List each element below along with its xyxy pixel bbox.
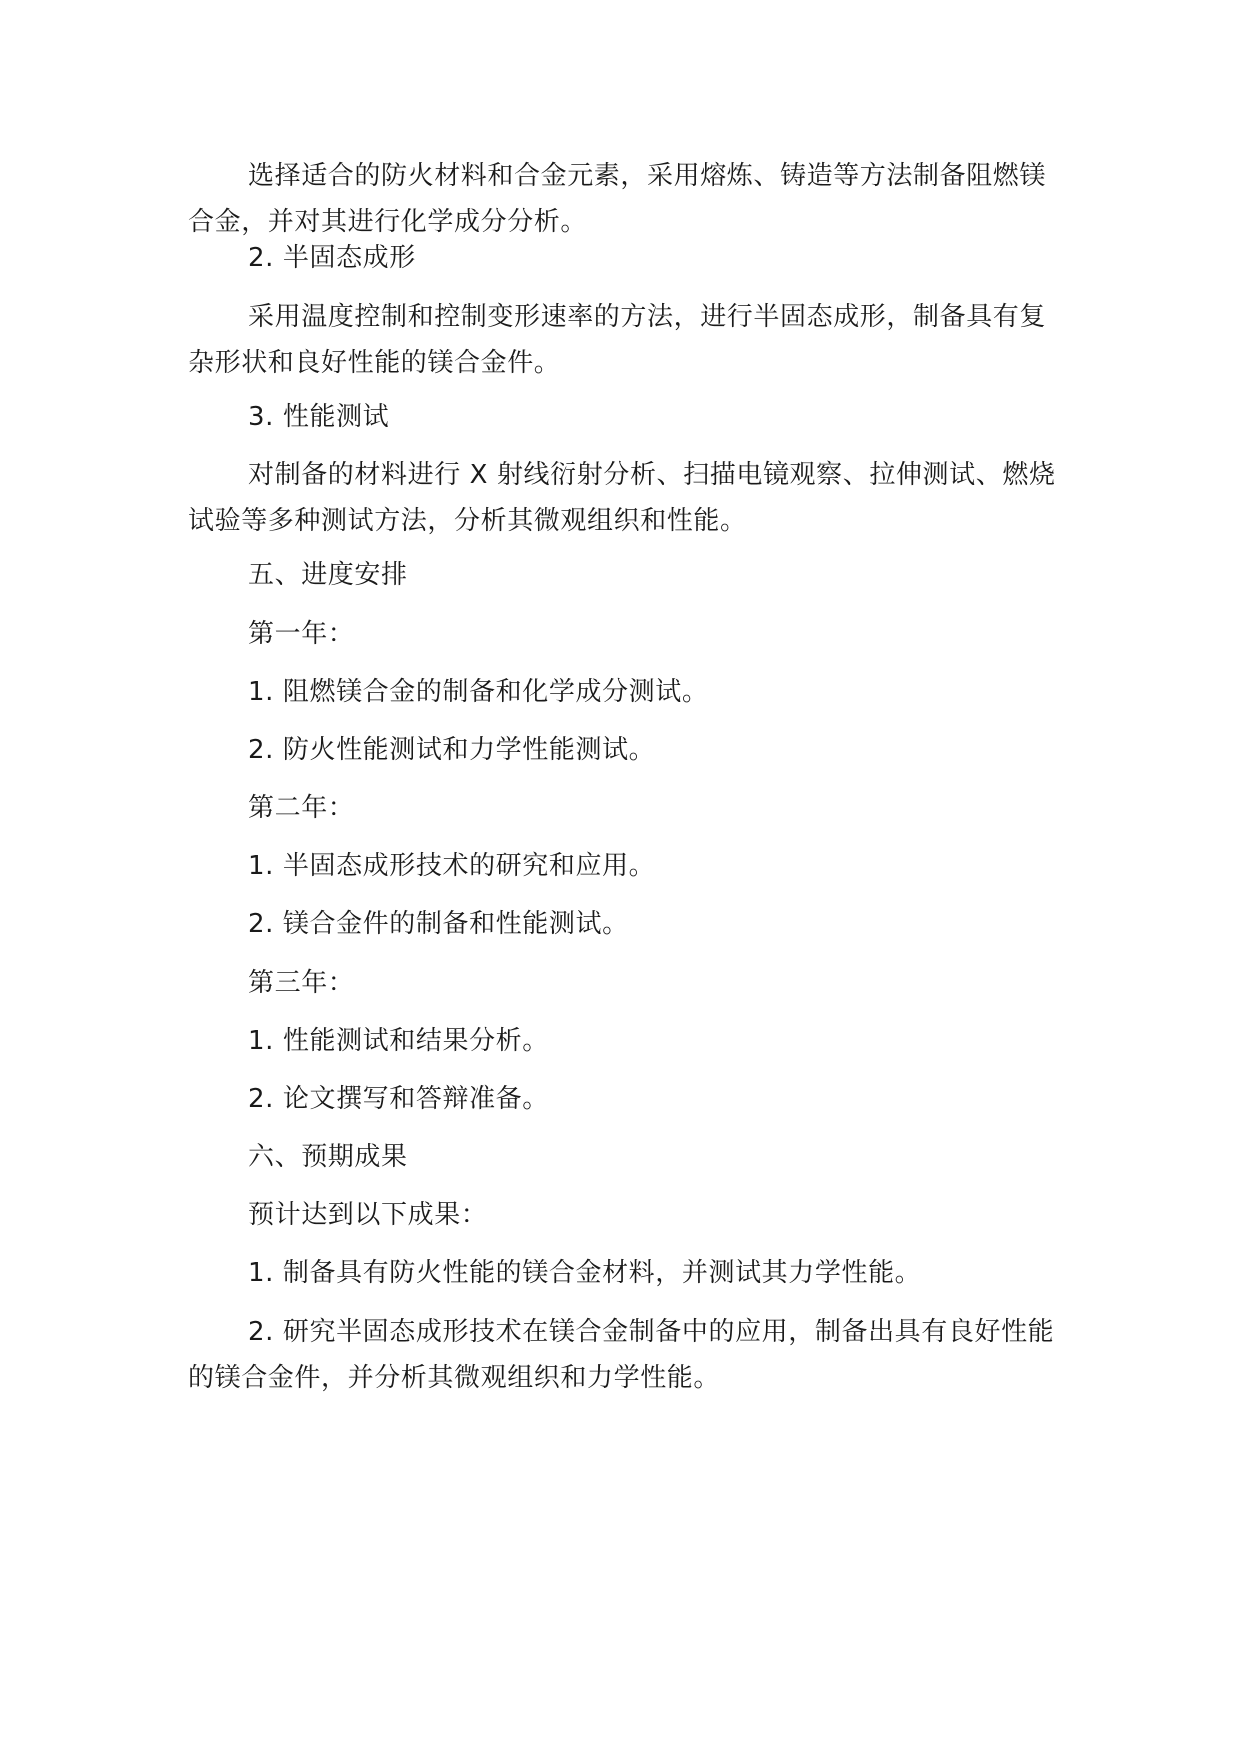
heading-performance-testing: 3. 性能测试 (248, 402, 390, 432)
list-item-year-one-1: 1. 阻燃镁合金的制备和化学成分测试。 (248, 677, 709, 707)
list-item-year-two-1: 1. 半固态成形技术的研究和应用。 (248, 851, 656, 881)
list-item-year-one-2: 2. 防火性能测试和力学性能测试。 (248, 735, 656, 765)
heading-schedule: 五、进度安排 (248, 560, 408, 590)
heading-year-two: 第二年： (248, 793, 355, 823)
paragraph-expected-intro: 预计达到以下成果： (248, 1200, 488, 1230)
paragraph-performance-testing: 对制备的材料进行 X 射线衍射分析、扫描电镜观察、拉伸测试、燃烧试验等多种测试方法，分析其微观组织和性能。 (188, 460, 1056, 536)
heading-expected-results: 六、预期成果 (248, 1142, 408, 1172)
heading-semi-solid-forming: 2. 半固态成形 (248, 243, 416, 273)
list-item-result-2: 2. 研究半固态成形技术在镁合金制备中的应用，制备出具有良好性能的镁合金件，并分析其微观组织和力学性能。 (188, 1317, 1055, 1393)
list-item-result-1: 1. 制备具有防火性能的镁合金材料，并测试其力学性能。 (248, 1258, 922, 1288)
list-item-year-three-1: 1. 性能测试和结果分析。 (248, 1026, 549, 1056)
heading-year-three: 第三年： (248, 968, 355, 998)
paragraph-semi-solid-forming: 采用温度控制和控制变形速率的方法，进行半固态成形，制备具有复杂形状和良好性能的镁合金件。 (188, 302, 1047, 378)
list-item-year-three-2: 2. 论文撰写和答辩准备。 (248, 1084, 549, 1114)
list-item-year-two-2: 2. 镁合金件的制备和性能测试。 (248, 909, 629, 939)
paragraph-alloy-preparation: 选择适合的防火材料和合金元素，采用熔炼、铸造等方法制备阻燃镁合金，并对其进行化学成分分析。 (188, 161, 1047, 237)
heading-year-one: 第一年： (248, 619, 355, 649)
